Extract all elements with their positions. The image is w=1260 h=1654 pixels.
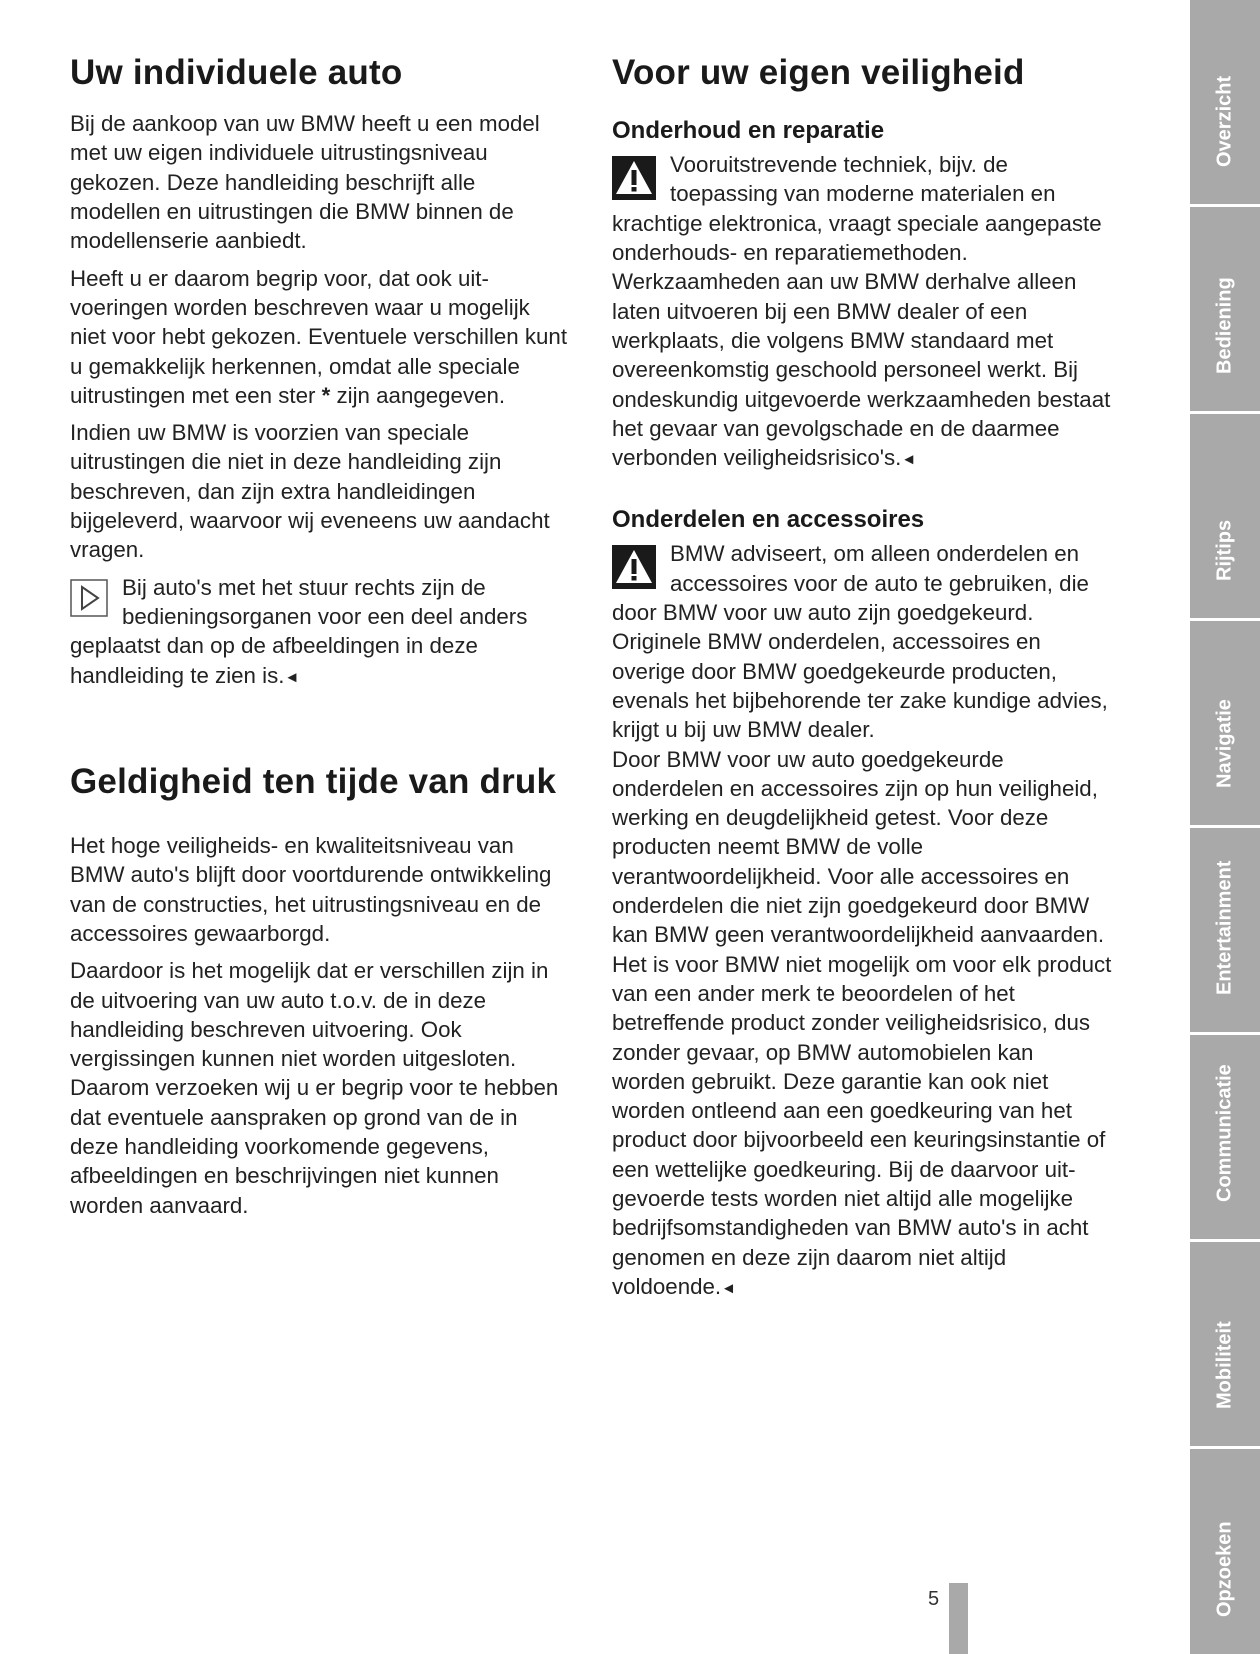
tab-overzicht[interactable]: [1190, 0, 1260, 207]
tab-navigatie[interactable]: [1190, 621, 1260, 828]
tab-mobiliteit[interactable]: [1190, 1242, 1260, 1449]
page-number-bar: [949, 1583, 968, 1654]
subheading-onderdelen: Onderdelen en accessoires: [612, 506, 925, 534]
tab-label: Entertainment: [1213, 860, 1236, 995]
page-number: 5: [928, 1588, 940, 1610]
tab-label: Communicatie: [1213, 1064, 1236, 1202]
right-column: [612, 0, 1112, 1303]
tab-label: Navigatie: [1213, 699, 1236, 788]
end-marker: ◄: [721, 1279, 736, 1297]
heading-geldigheid: Geldigheid ten tijde van druk: [70, 761, 557, 801]
note-arrow-icon: [70, 579, 108, 617]
paragraph-begrip: [70, 264, 570, 410]
paragraph-verschillen: Daardoor is het mogelijk dat er verschillen zijn in de uitvoering van uw auto t.o.v. de in deze handleiding beschreven uitvoering. Ook vergissingen kunnen niet worden uitgesloten. Daarom verzoeken wij u er begrip voor te hebben dat eventuele aanspraken op grond van de in deze handleiding voorkomende gegevens, afbeeldingen en beschrijvingen niet kunnen worden aanvaard.: [70, 958, 559, 1218]
tab-entertainment[interactable]: [1190, 828, 1260, 1035]
heading-veiligheid: Voor uw eigen veiligheid: [612, 53, 1025, 92]
tab-label: Bediening: [1213, 277, 1236, 374]
note-rechts-gestuurd: [70, 573, 570, 692]
paragraph-aankoop: Bij de aankoop van uw BMW heeft u een model met uw eigen individuele uitrustingsniveau gekozen. Deze handleiding beschrijft alle modellen en uitrustingen die BMW binnen de modellenserie aanbiedt.: [70, 111, 540, 254]
tab-label: Overzicht: [1213, 75, 1236, 167]
left-column: [70, 0, 570, 1220]
chapter-sidebar: [1190, 0, 1260, 1654]
warning-triangle-icon: [612, 156, 656, 200]
tab-label: Opzoeken: [1213, 1521, 1236, 1617]
tab-opzoeken[interactable]: [1190, 1449, 1260, 1654]
tab-label: Rijtips: [1213, 519, 1236, 581]
tab-communicatie[interactable]: [1190, 1035, 1260, 1242]
note-text: Bij auto's met het stuur rechts zijn de bedieningsorganen voor een deel anders geplaatst dan op de afbeeldingen in deze handleiding te zien is.: [70, 574, 528, 688]
tab-rijtips[interactable]: [1190, 414, 1260, 621]
end-marker: ◄: [284, 668, 300, 686]
tab-bediening[interactable]: [1190, 207, 1260, 414]
warning-onderdelen-text-d: Het is voor BMW niet mogelijk om voor elk product van een ander merk te beoordelen of het betreffende product zonder veiligheidsrisico, dus zonder gevaar, op BMW automobielen kan worden gebruikt. Deze garantie kan ook niet worden ontleend aan een goedkeuring van het product door bijvoorbeeld een keuringsinstantie of een wettelijke goedkeuring. Bij de daarvoor uitgevoerde tests worden niet altijd alle mogelijke bedrijfsomstandigheden van BMW auto's in acht genomen en deze zijn daarom niet altijd voldoende.: [612, 951, 1112, 1299]
paragraph-extra-handleidingen: Indien uw BMW is voorzien van speciale uitrustingen die niet in deze handleiding zijn beschreven, dan zijn extra handleidingen bijgeleverd, waarvoor wij eveneens uw aandacht vragen.: [70, 420, 550, 563]
warning-onderdelen-text-b: Originele BMW onderdelen, accessoires en overige door BMW goedgekeurde producten, evenals het bijbehorende ter zake kundige advies, krijgt u bij uw BMW dealer.: [612, 629, 1108, 743]
warning-triangle-icon: [612, 545, 656, 589]
warning-onderdelen: [612, 539, 1112, 1303]
tab-label: Mobiliteit: [1213, 1321, 1236, 1409]
warning-onderhoud: [612, 150, 1112, 474]
paragraph-kwaliteitsniveau: Het hoge veiligheids- en kwaliteitsniveau van BMW auto's blijft door voortdurende ontwikkeling van de constructies, het uitrustingsniveau en de accessoires gewaarborgd.: [70, 833, 552, 946]
paragraph-begrip-text: Heeft u er daarom begrip voor, dat ook uitvoeringen worden beschreven waar u mogelijk niet voor hebt gekozen. Eventuele verschillen kunt u gemakkelijk herkennen, omdat alle speciale uitrustingen met een ster: [70, 265, 568, 408]
heading-individuele-auto: Uw individuele auto: [70, 53, 403, 92]
warning-onderdelen-d-wrap: [612, 950, 1112, 1304]
warning-onderdelen-text-c: Door BMW voor uw auto goedgekeurde onderdelen en accessoires zijn op hun veiligheid, werking en deugdelijkheid getest. Voor deze producten neemt BMW de volle verantwoordelijkheid. Voor alle accessoires en onderdelen die niet zijn goedgekeurd door BMW kan BMW geen verantwoordelijkheid aanvaarden.: [612, 746, 1105, 948]
end-marker: ◄: [901, 451, 917, 469]
paragraph-begrip-end: zijn aangegeven.: [336, 382, 506, 408]
subheading-onderhoud: Onderhoud en reparatie: [612, 117, 885, 145]
note-text-wrap: [70, 573, 570, 692]
warning-onderdelen-text-a: BMW adviseert, om alleen onderdelen en accessoires voor de auto te gebruiken, die door BMW voor uw auto zijn goedgekeurd.: [612, 541, 1089, 626]
warning-onderhoud-wrap: [612, 150, 1112, 474]
star-symbol: *: [321, 382, 331, 408]
warning-onderhoud-text: Vooruitstrevende techniek, bijv. de toepassing van moderne materialen en krachtige elektronica, vraagt speciale aangepaste onderhouds- en reparatiemethoden. Werkzaamheden aan uw BMW derhalve alleen laten uitvoeren bij een BMW dealer of een werkplaats, die volgens BMW standaard met overeenkomstig geschoold personeel werkt. Bij ondeskundig uitgevoerde werkzaamheden bestaat het gevaar van gevolgschade en de daarmee verbonden veiligheidsrisico's.: [612, 152, 1111, 471]
